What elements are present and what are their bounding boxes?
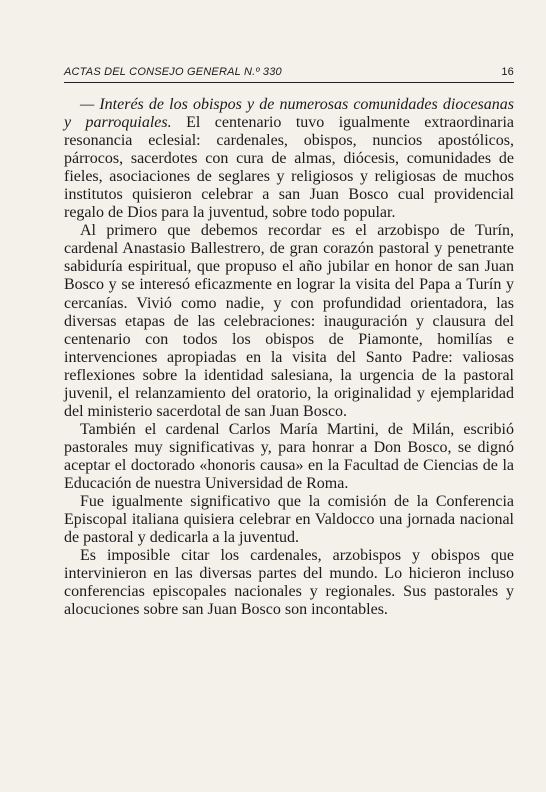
body-text	[64, 96, 514, 619]
paragraph-3: También el cardenal Carlos María Martini, de Milán, escribió pastorales muy significativas y, para honrar a Don Bosco, se dignó aceptar el doctorado «honoris causa» en la Facultad de Ciencias de la Educación de nuestra Universidad de Roma.	[64, 420, 514, 492]
running-header	[64, 64, 514, 83]
section-heading: — Interés de los obispos y de numerosas comunidades diocesanas y parroquiales.	[64, 96, 514, 132]
paragraph-1	[64, 96, 514, 222]
page-number: 16	[501, 66, 514, 78]
paragraph-5: Es imposible citar los cardenales, arzobispos y obispos que intervinieron en las diversas partes del mundo. Lo hicieron incluso conferencias episcopales nacionales y regionales. Sus pastorales y alocuciones sobre san Juan Bosco son incontables.	[64, 547, 514, 619]
paragraph-1-text: El centenario tuvo igualmente extraordinaria resonancia eclesial: cardenales, obispos, nuncios apostólicos, párrocos, sacerdotes con cura de almas, diócesis, comunidades de fieles, asociaciones de seglares y religiosos y religiosas de muchos institutos quisieron celebrar a san Juan Bosco cual providencial regalo de Dios para la juventud, sobre todo popular.	[64, 114, 514, 222]
paragraph-4: Fue igualmente significativo que la comisión de la Conferencia Episcopal italiana quisiera celebrar en Valdocco una jornada nacional de pastoral y dedicarla a la juventud.	[64, 493, 514, 547]
paragraph-2: Al primero que debemos recordar es el arzobispo de Turín, cardenal Anastasio Ballestrero, de gran corazón pastoral y penetrante sabiduría espiritual, que propuso el año jubilar en honor de san Juan Bosco y se interesó eficazmente en lograr la visita del Papa a Turín y cercanías. Vivió como nadie, y con profundidad orientadora, las diversas etapas de las celebraciones: inauguración y clausura del centenario con todos los obispos de Piamonte, homilías e intervenciones apropiadas en la visita del Santo Padre: valiosas reflexiones sobre la identidad salesiana, la urgencia de la pastoral juvenil, el relanzamiento del oratorio, la originalidad y ejemplaridad del ministerio sacerdotal de san Juan Bosco.	[64, 222, 514, 420]
running-title: ACTAS DEL CONSEJO GENERAL N.º 330	[64, 66, 282, 78]
